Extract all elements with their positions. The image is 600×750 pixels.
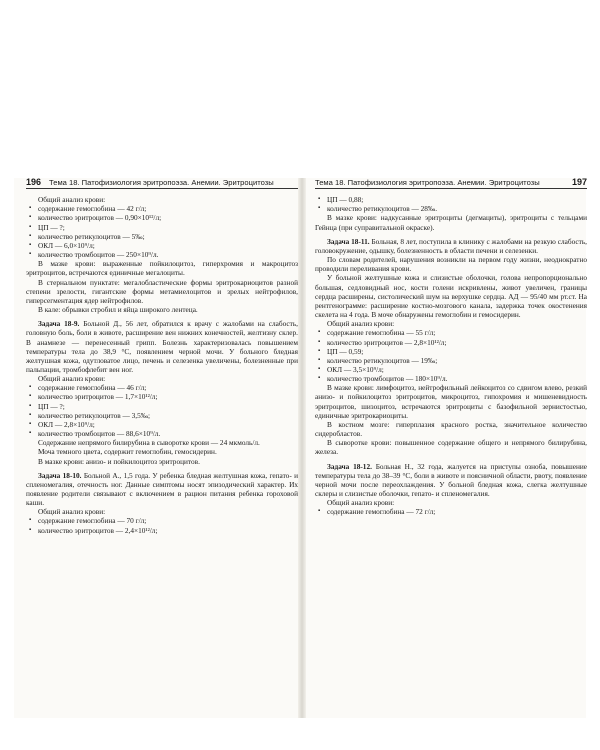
task-label: Задача 18-9. — [38, 319, 80, 329]
right-page-header — [315, 178, 587, 189]
lab-value-item: ▪ ОКЛ — 3,5×10⁹/л; — [315, 365, 587, 374]
lab-value-item: ▪ ОКЛ — 6,0×10⁹/л; — [26, 241, 298, 250]
lab-value-item: ▪ ЦП — 0,59; — [315, 347, 587, 356]
text-paragraph: В стернальном пунктате: мегалобластические формы эритрокариоцитов разной степени зрелости, гигантские формы метамиелоцитов и зрелых нейтрофилов, гиперсегментация ядер нейтрофилов. — [26, 277, 298, 305]
text-paragraph: В сыворотке крови: повышенное содержание общего и непрямого билирубина, железа. — [315, 438, 587, 457]
lab-value-item: ▪ ОКЛ — 2,8×10⁹/л; — [26, 420, 298, 429]
lab-value-item: ▪ количество эритроцитов — 2,8×10¹²/л; — [315, 338, 587, 347]
book-gutter — [298, 178, 306, 718]
lab-value-item: ▪ содержание гемоглобина — 42 г/л; — [26, 204, 298, 213]
text-paragraph: В кале: обрывки стробил и яйца широкого лентеца. — [38, 305, 198, 315]
task-text: Больная Н., 32 года, жалуется на приступы озноба, повышение температуры тела до 38–39 °С, боли в животе и поясничной области, рвоту, появление черной мочи после переохлаждения. У больной бледная кожа, слегка желтушные склеры и слизистые оболочки, гепато- и спленомегалия. — [315, 461, 588, 498]
lab-value-item: ▪ ЦП — ?; — [26, 402, 298, 411]
lab-value-item: ▪ содержание гемоглобина — 55 г/л; — [315, 328, 587, 337]
lab-value-item: ▪ количество ретикулоцитов — 28‰. — [315, 204, 587, 213]
text-paragraph: В мазке крови: анизо- и пойкилоцитоз эритроцитов. — [38, 456, 200, 466]
task-text: Больной Д., 56 лет, обратился к врачу с жалобами на слабость, головную боль, боли в животе, расширение вен нижних конечностей, желтизну склер. В анамнезе — перенесенный грипп. Болезнь характеризовалась повышением температуры тела до 38,9 °С, появлением черной мочи. У больного бледная желтушная кожа, одутловатое лицо, печень и селезенка увеличены, болезненные при пальпации, тромбофлебит вен ног. — [26, 319, 299, 374]
right-running-header: Тема 18. Патофизиология эритропоэза. Анемии. Эритроцитозы — [315, 178, 540, 187]
lab-heading: Общий анализ крови: — [38, 195, 106, 205]
text-paragraph: У больной желтушные кожа и слизистые оболочки, голова непропорционально большая, седловидный нос, кости голени искривлены, живот увеличен, границы сердца расширены, систолический шум на верхушке сердца. АД — 95/40 мм рт.ст. На рентгенограмме: расширение костно-мозгового канала, задержка точек окостенения скелета на 4 года. В моче обнаружены гемоглобин и гемосидерин. — [315, 273, 587, 320]
left-page — [26, 178, 298, 535]
lab-heading: Общий анализ крови: — [38, 507, 106, 517]
lab-value-item: ▪ количество тромбоцитов — 180×10⁹/л. — [315, 374, 587, 383]
left-page-number: 196 — [26, 177, 42, 187]
lab-value-item: ▪ содержание гемоглобина — 46 г/л; — [26, 383, 298, 392]
task-text: Больной А., 1,5 года. У ребенка бледная желтушная кожа, гепато- и спленомегалия, отечность ног. Данные симптомы носят эпизодический характер. Их появление родители связывают с включением в рацион питания ребенка гороховой каши. — [26, 470, 298, 508]
text-paragraph: В мазке крови: надкусанные эритроциты (дегмациты), эритроциты с тельцами Гейнца (при суправитальной окраске). — [315, 213, 587, 232]
right-page-number: 197 — [571, 177, 587, 187]
text-paragraph: В мазке крови: выраженные пойкилоцитоз, гиперхромия и макроцитоз эритроцитов, встречаются единичные мегалоциты. — [26, 259, 298, 278]
text-paragraph: По словам родителей, нарушения возникли на первом году жизни, неоднократно проводили переливания крови. — [315, 255, 587, 274]
task-paragraph — [26, 471, 298, 508]
lab-value-item: ▪ содержание гемоглобина — 70 г/л; — [26, 516, 298, 525]
lab-value-item: ▪ количество тромбоцитов — 250×10⁹/л. — [26, 250, 298, 259]
left-page-header — [26, 178, 298, 189]
text-paragraph: В костном мозге: гиперплазия красного ростка, значительное количество сидеробластов. — [315, 419, 587, 439]
task-paragraph — [26, 319, 298, 374]
text-paragraph: Моча темного цвета, содержит гемоглобин, гемосидерин. — [38, 447, 217, 457]
task-text: Больная, 8 лет, поступила в клинику с жалобами на резкую слабость, головокружение, одышку, болезненность в области печени и селезенки. — [315, 236, 587, 255]
lab-value-item: ▪ количество эритроцитов — 1,7×10¹²/л; — [26, 392, 298, 401]
text-paragraph: В мазке крови: лимфоцитоз, нейтрофильный лейкоцитоз со сдвигом влево, резкий анизо- и пойкилоцитоз эритроцитов, микроцитоз, гипохромия и мишеневидность эритроцитов, шизоцитоз, встречаются эритроциты с базофильной зернистостью, единичные эритрокариоциты. — [315, 383, 587, 420]
lab-heading: Общий анализ крови: — [327, 319, 395, 329]
task-label: Задача 18-12. — [327, 461, 372, 471]
left-running-header: Тема 18. Патофизиология эритропоэза. Анемии. Эритроцитозы — [49, 178, 274, 187]
lab-value-item: ▪ ЦП — ?; — [26, 223, 298, 232]
left-page-body — [26, 195, 298, 535]
task-paragraph — [315, 237, 587, 255]
lab-value-item: ▪ количество тромбоцитов — 88,6×10⁹/л. — [26, 429, 298, 438]
right-page-body — [315, 195, 587, 516]
lab-value-item: ▪ количество эритроцитов — 0,90×10¹²/л; — [26, 213, 298, 222]
lab-value-item: ▪ количество ретикулоцитов — 5‰; — [26, 232, 298, 241]
lab-value-item: ▪ количество ретикулоцитов — 3,5‰; — [26, 411, 298, 420]
task-paragraph — [315, 462, 587, 499]
lab-value-item: ▪ количество эритроцитов — 2,4×10¹²/л; — [26, 526, 298, 535]
lab-value-item: ▪ количество ретикулоцитов — 19‰; — [315, 356, 587, 365]
right-page — [315, 178, 587, 516]
task-label: Задача 18-11. — [327, 236, 370, 246]
lab-heading: Общий анализ крови: — [38, 374, 106, 384]
lab-value-item: ▪ ЦП — 0,88; — [315, 195, 587, 204]
task-label: Задача 18-10. — [38, 470, 82, 480]
text-paragraph: Содержание непрямого билирубина в сыворотке крови — 24 мкмоль/л. — [38, 438, 260, 448]
lab-heading: Общий анализ крови: — [327, 498, 395, 508]
lab-value-item: ▪ содержание гемоглобина — 72 г/л; — [315, 507, 587, 516]
